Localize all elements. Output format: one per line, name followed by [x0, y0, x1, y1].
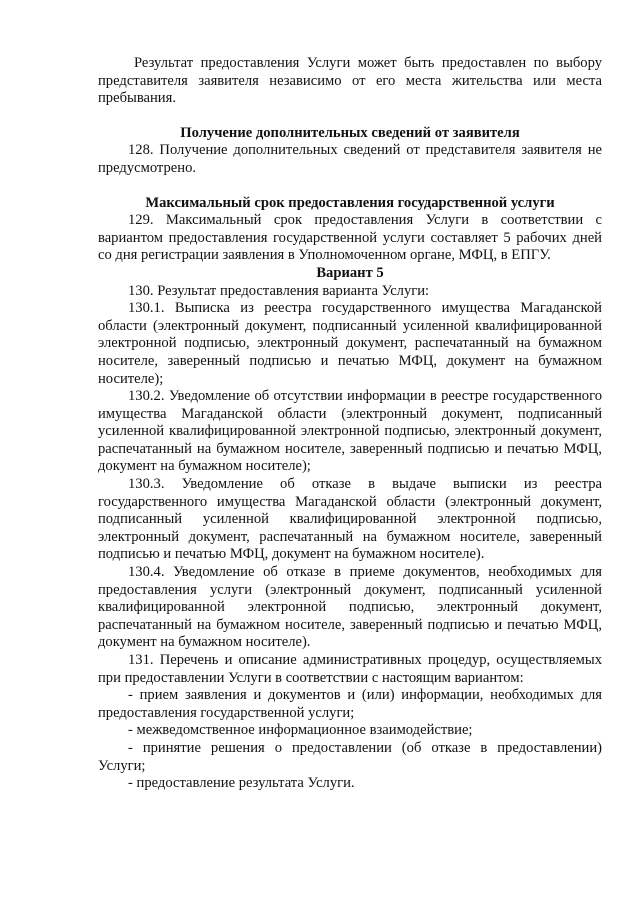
- list-item: - прием заявления и документов и (или) информации, необходимых для предоставления государственной услуги;: [98, 687, 602, 721]
- list-item: - принятие решения о предоставлении (об отказе в предоставлении) Услуги;: [98, 739, 602, 774]
- list-item: - межведомственное информационное взаимодействие;: [128, 722, 473, 739]
- paragraph-130-2: 130.2. Уведомление об отсутствии информации в реестре государственного имущества Магаданской области (электронный документ, подписанный усиленной квалифицированной электронной подписью, электронный документ, распечатанный на бумажном носителе, заверенный подписью и печатью МФЦ, документ на бумажном носителе);: [98, 388, 602, 475]
- paragraph-130-4: 130.4. Уведомление об отказе в приеме документов, необходимых для предоставления услуги (электронный документ, подписанный усиленной квалифицированной электронной подписью, электронный документ, распечатанный на бумажном носителе, заверенный подписью и печатью МФЦ, документ на бумажном носителе).: [98, 564, 602, 651]
- paragraph-130-3: 130.3. Уведомление об отказе в выдаче выписки из реестра государственного имущества Магаданской области (электронный документ, подписанный усиленной квалифицированной электронной подписью, электронный документ, распечатанный на бумажном носителе, заверенный подписью и печатью МФЦ, документ на бумажном носителе).: [98, 476, 602, 563]
- intro-paragraph: Результат предоставления Услуги может быть предоставлен по выбору представителя заявителя независимо от его места жительства или места пребывания.: [98, 55, 602, 107]
- heading-max-term: Максимальный срок предоставления государственной услуги: [145, 194, 555, 211]
- paragraph-130-1: 130.1. Выписка из реестра государственного имущества Магаданской области (электронный документ, подписанный усиленной квалифицированной электронной подписью, электронный документ, распечатанный на бумажном носителе, заверенный подписью и печатью МФЦ, документ на бумажном носителе);: [98, 300, 602, 387]
- heading-variant-5: Вариант 5: [316, 264, 384, 281]
- paragraph-129: 129. Максимальный срок предоставления Услуги в соответствии с вариантом предоставления государственной услуги составляет 5 рабочих дней со дня регистрации заявления в Уполномоченном органе, МФЦ, в ЕПГУ.: [98, 212, 602, 264]
- paragraph-128: 128. Получение дополнительных сведений от представителя заявителя не предусмотрено.: [98, 142, 602, 176]
- list-item: - предоставление результата Услуги.: [128, 775, 355, 792]
- paragraph-130: 130. Результат предоставления варианта Услуги:: [128, 282, 430, 299]
- paragraph-131: 131. Перечень и описание административных процедур, осуществляемых при предоставлении Услуги в соответствии с настоящим вариантом:: [98, 652, 602, 686]
- heading-additional-info: Получение дополнительных сведений от заявителя: [180, 124, 520, 141]
